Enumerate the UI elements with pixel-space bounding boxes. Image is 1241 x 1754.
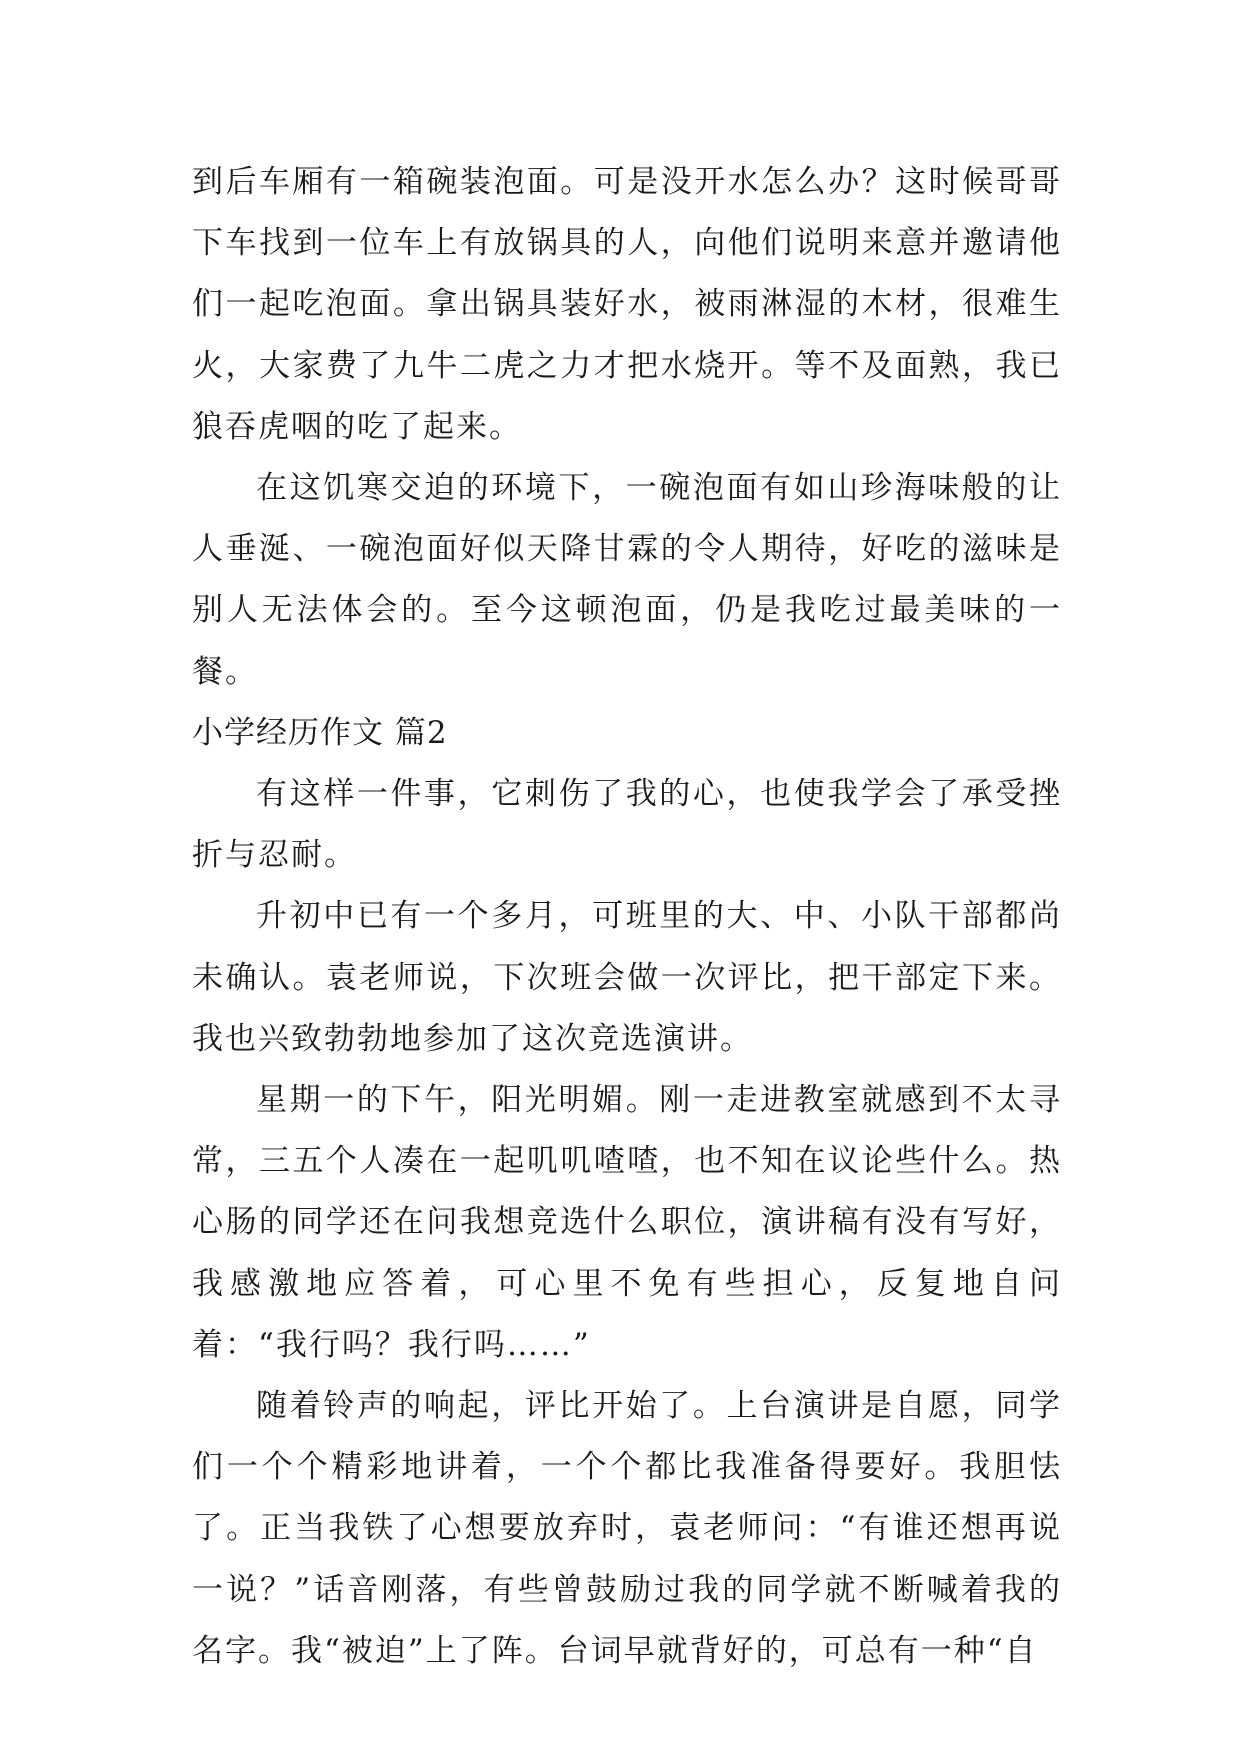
paragraph: 升初中已有一个多月，可班里的大、中、小队干部都尚未确认。袁老师说，下次班会做一次评比，把干部定下来。我也兴致勃勃地参加了这次竞选演讲。 (192, 898, 1062, 1057)
document-body (192, 152, 1062, 1682)
paragraph-continuation: 到后车厢有一箱碗装泡面。可是没开水怎么办？这时候哥哥下车找到一位车上有放锅具的人，向他们说明来意并邀请他们一起吃泡面。拿出锅具装好水，被雨淋湿的木材，很难生火，大家费了九牛二虎之力才把水烧开。等不及面熟，我已狼吞虎咽的吃了起来。 (192, 164, 1062, 445)
paragraph: 随着铃声的响起，评比开始了。上台演讲是自愿，同学们一个个精彩地讲着，一个个都比我准备得要好。我胆怯了。正当我铁了心想要放弃时，袁老师问：“有谁还想再说一说？”话音刚落，有些曾鼓励过我的同学就不断喊着我的名字。我“被迫”上了阵。台词早就背好的，可总有一种“自 (192, 1388, 1062, 1669)
paragraph: 有这样一件事，它刺伤了我的心，也使我学会了承受挫折与忍耐。 (192, 776, 1062, 874)
section-heading: 小学经历作文 篇2 (192, 714, 448, 751)
paragraph: 星期一的下午，阳光明媚。刚一走进教室就感到不太寻常，三五个人凑在一起叽叽喳喳，也不知在议论些什么。热心肠的同学还在问我想竞选什么职位，演讲稿有没有写好，我感激地应答着，可心里不免有些担心，反复地自问着：“我行吗？我行吗……” (192, 1082, 1062, 1363)
paragraph: 在这饥寒交迫的环境下，一碗泡面有如山珍海味般的让人垂涎、一碗泡面好似天降甘霖的令人期待，好吃的滋味是别人无法体会的。至今这顿泡面，仍是我吃过最美味的一餐。 (192, 470, 1062, 690)
